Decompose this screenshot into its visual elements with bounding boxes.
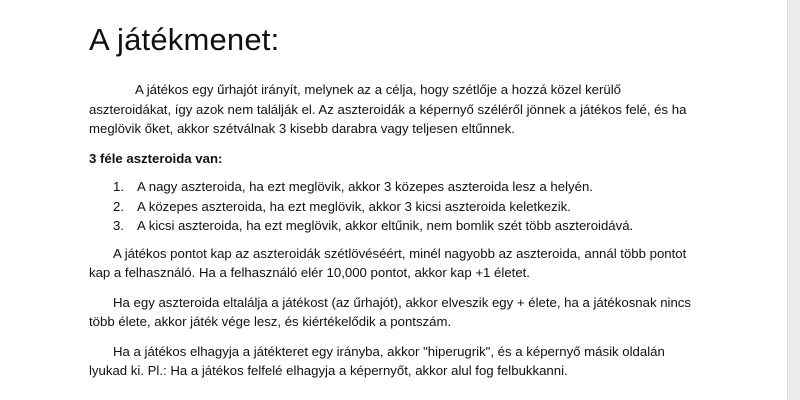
collision-paragraph: Ha egy aszteroida eltalálja a játékost (az űrhajót), akkor elveszik egy + élete, ha a játékosnak nincs több élete, akkor játék vége lesz, és kiértékelődik a pontszám. [89,294,691,329]
document-body [89,20,699,391]
list-item [89,197,699,217]
list-number: 2. [113,198,124,214]
list-item-text: A közepes aszteroida, ha ezt meglövik, akkor 3 kicsi aszteroida keletkezik. [137,198,571,214]
intro-paragraph: A játékos egy űrhajót irányít, melynek az a célja, hogy szétlője a hozzá közel kerülő aszteroidákat, így azok nem találják el. Az aszteroidák a képernyő széléről jönnek a játékos felé, és ha meglövik őket, akkor szétválnak 3 kisebb darabra vagy teljesen eltűnnek. [89,82,687,136]
scoring-paragraph: A játékos pontot kap az aszteroidák szétlövéséért, minél nagyobb az aszteroida, annál több pontot kap a felhasználó. Ha a felhasználó elér 10,000 pontot, akkor kap +1 életet. [89,245,687,280]
asteroid-types-list [89,177,699,236]
list-number: 1. [113,179,124,194]
asteroid-types-heading: 3 féle aszteroida van: [89,150,223,166]
document-title: A játékmenet: [89,22,280,57]
list-item [89,177,699,197]
list-item-text: A kicsi aszteroida, ha ezt meglövik, akkor eltűnik, nem bomlik szét több aszteroidává. [137,218,634,233]
list-item [89,216,699,236]
vertical-scrollbar[interactable] [787,0,800,400]
list-number: 3. [113,218,124,233]
list-item-text: A nagy aszteroida, ha ezt meglövik, akkor 3 közepes aszteroida lesz a helyén. [137,179,593,194]
hyperjump-paragraph: Ha a játékos elhagyja a játékteret egy irányba, akkor "hiperugrik", és a képernyő másik oldalán lyukad ki. Pl.: Ha a játékos felfelé elhagyja a képernyőt, akkor alul fog felbukkanni. [89,343,665,378]
